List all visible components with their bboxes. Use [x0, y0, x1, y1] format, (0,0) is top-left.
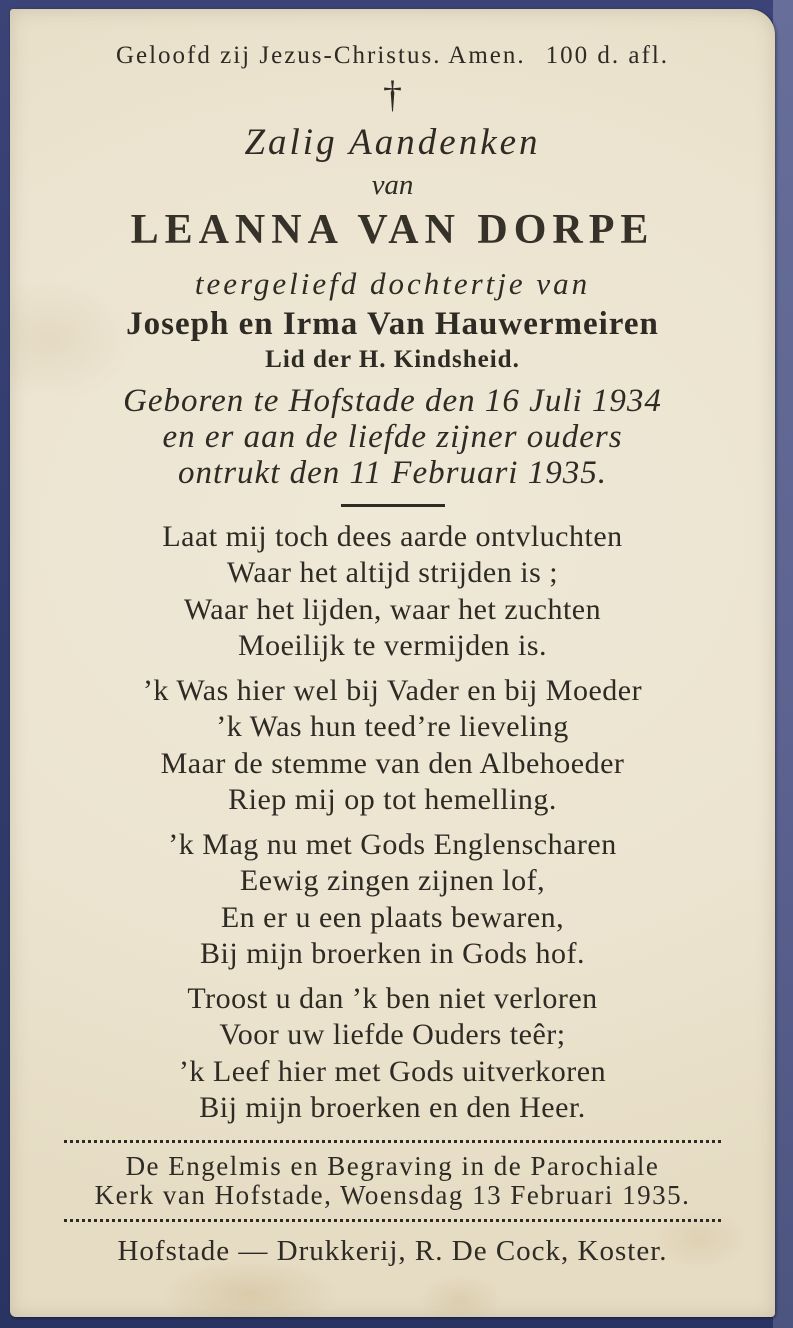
divider-rule: [341, 504, 445, 507]
poem-line: Maar de stemme van den Albehoeder: [160, 746, 625, 780]
poem-stanza-3: [10, 827, 775, 973]
birth-death-dates: [10, 383, 775, 491]
poem-line: Bij mijn broerken in Gods hof.: [200, 937, 585, 971]
poem-line: Waar het lijden, waar het zuchten: [183, 592, 602, 626]
parents-names: Joseph en Irma Van Hauwermeiren: [126, 305, 659, 342]
memorial-card: [10, 9, 775, 1317]
membership-line: Lid der H. Kindsheid.: [265, 346, 520, 374]
blessing-line: [10, 42, 775, 70]
poem-line: Moeilijk te vermijden is.: [237, 629, 548, 663]
poem-line: ’k Leef hier met Gods uitverkoren: [178, 1054, 607, 1088]
poem-line: Laat mij toch dees aarde ontvluchten: [162, 519, 623, 553]
poem-line: ’k Was hun teed’re lieveling: [216, 710, 569, 744]
dotted-divider-top: [64, 1140, 722, 1143]
memorial-title: Zalig Aandenken: [244, 122, 541, 163]
poem-line: En er u een plaats bewaren,: [220, 900, 565, 934]
relation-line: teergeliefd dochtertje van: [194, 265, 591, 301]
funeral-line-2: Kerk van Hofstade, Woensdag 13 Februari 1935.: [94, 1179, 691, 1210]
printer-imprint: Hofstade — Drukkerij, R. De Cock, Koster.: [117, 1234, 668, 1267]
poem-line: Voor uw liefde Ouders teêr;: [219, 1018, 566, 1052]
poem-stanza-2: [10, 673, 775, 819]
poem-line: Waar het altijd strijden is ;: [226, 556, 559, 590]
birth-line: Geboren te Hofstade den 16 Juli 1934: [123, 382, 662, 419]
funeral-notice: [10, 1152, 775, 1210]
poem-stanza-1: [10, 519, 775, 665]
poem-line: Bij mijn broerken en den Heer.: [199, 1091, 586, 1125]
death-line-1: en er aan de liefde zijner ouders: [162, 418, 623, 455]
blessing-text: Geloofd zij Jezus-Christus. Amen.: [115, 42, 526, 69]
dotted-divider-bottom: [64, 1219, 722, 1222]
death-line-2: ontrukt den 11 Februari 1935.: [178, 454, 607, 491]
poem-line: Riep mij op tot hemelling.: [228, 783, 557, 817]
blue-backing-edge: [773, 0, 793, 1328]
poem-stanza-4: [10, 981, 775, 1127]
poem-line: Troost u dan ’k ben niet verloren: [187, 981, 598, 1015]
poem-line: ’k Mag nu met Gods Englenscharen: [168, 827, 617, 861]
deceased-name: LEANNA VAN DORPE: [130, 207, 655, 254]
of-word: van: [371, 169, 414, 202]
poem-line: Eewig zingen zijnen lof,: [239, 864, 546, 898]
cross-icon: †: [383, 74, 402, 116]
indulgence-text: 100 d. afl.: [545, 42, 670, 69]
funeral-line-1: De Engelmis en Begraving in de Parochiale: [125, 1150, 660, 1181]
poem-line: ’k Was hier wel bij Vader en bij Moeder: [142, 673, 643, 707]
